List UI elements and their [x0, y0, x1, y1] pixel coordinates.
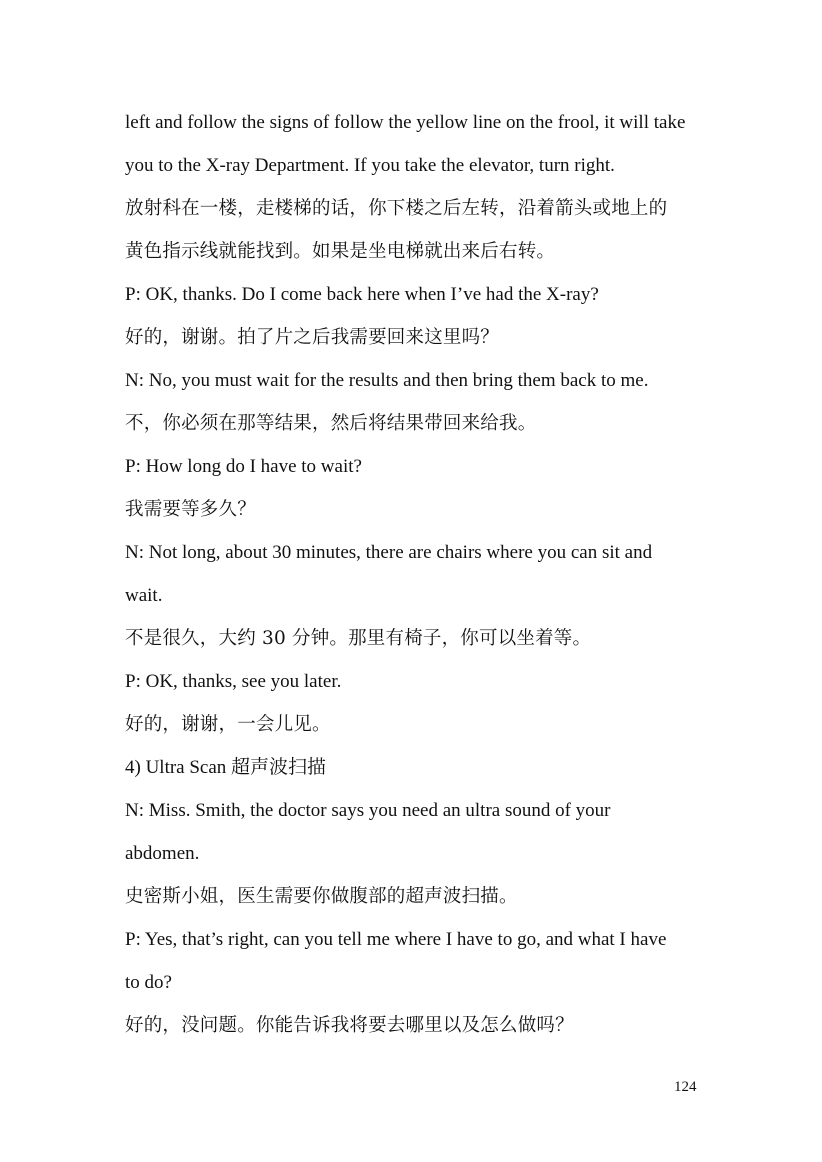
text-line-22: 好的，没问题。你能告诉我将要去哪里以及怎么做吗？	[125, 1015, 574, 1036]
page-number: 124	[674, 1079, 697, 1095]
text-line-11: N: Not long, about 30 minutes, there are chairs where you can sit and	[125, 542, 653, 563]
text-line-6: 好的，谢谢。拍了片之后我需要回来这里吗？	[125, 327, 500, 348]
text-line-12: wait.	[125, 585, 163, 606]
text-line-19: 史密斯小姐，医生需要你做腹部的超声波扫描。	[125, 886, 518, 907]
text-line-18: abdomen.	[125, 843, 200, 864]
text-line-14: P: OK, thanks, see you later.	[125, 671, 342, 692]
text-line-2: you to the X-ray Department. If you take the elevator, turn right.	[125, 155, 615, 176]
text-line-21: to do?	[125, 972, 172, 993]
text-line-17: N: Miss. Smith, the doctor says you need an ultra sound of your	[125, 800, 611, 821]
text-line-5: P: OK, thanks. Do I come back here when I’ve had the X-ray?	[125, 284, 599, 305]
text-line-1: left and follow the signs of follow the yellow line on the frool, it will take	[125, 112, 686, 133]
text-line-8: 不，你必须在那等结果，然后将结果带回来给我。	[125, 413, 537, 434]
text-line-9: P: How long do I have to wait?	[125, 456, 362, 477]
text-line-15: 好的，谢谢，一会儿见。	[125, 714, 331, 735]
text-line-3: 放射科在一楼，走楼梯的话，你下楼之后左转，沿着箭头或地上的	[125, 198, 668, 219]
text-line-4: 黄色指示线就能找到。如果是坐电梯就出来后右转。	[125, 241, 556, 262]
text-line-13: 不是很久，大约 30 分钟。那里有椅子，你可以坐着等。	[125, 628, 592, 649]
text-line-20: P: Yes, that’s right, can you tell me where I have to go, and what I have	[125, 929, 667, 950]
section-heading: 4) Ultra Scan 超声波扫描	[125, 757, 327, 778]
text-line-10: 我需要等多久？	[125, 499, 256, 520]
text-line-7: N: No, you must wait for the results and then bring them back to me.	[125, 370, 649, 391]
